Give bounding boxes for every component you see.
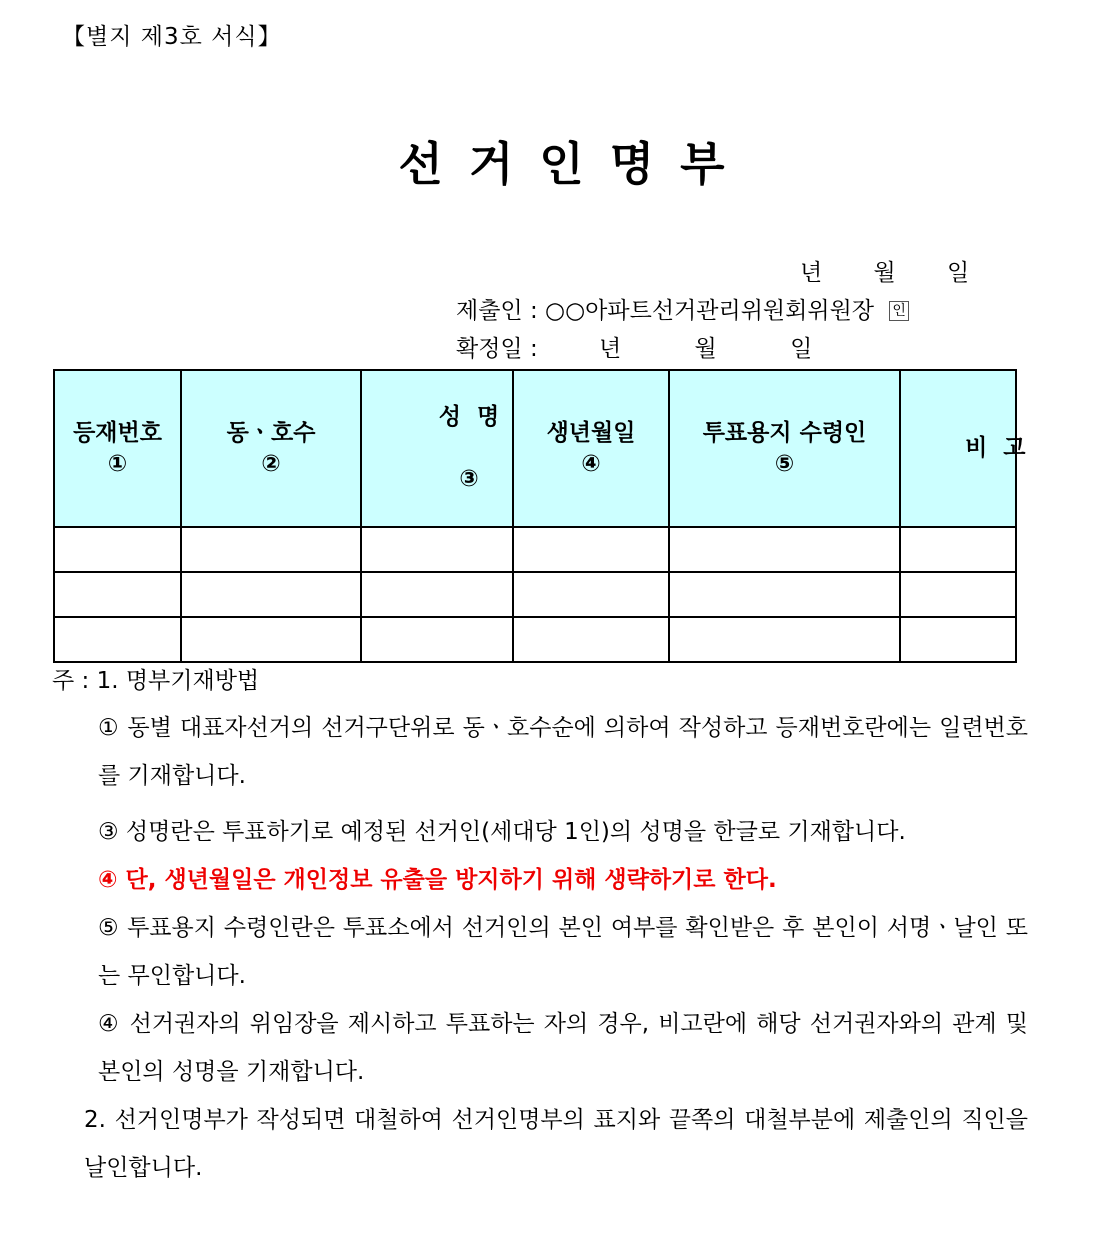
document-date: 년 월 일	[800, 260, 970, 286]
column-label: 생년월일	[546, 419, 636, 446]
table-cell[interactable]	[900, 617, 1016, 662]
table-cell[interactable]	[361, 527, 513, 572]
column-label: 등재번호	[73, 419, 162, 446]
table-row	[54, 572, 1016, 617]
submitter-value: ○○아파트선거관리위원회위원장	[545, 298, 875, 324]
column-header-registration-no	[54, 370, 181, 527]
column-number: ②	[261, 450, 281, 477]
table-cell[interactable]	[513, 572, 669, 617]
column-header-birthdate	[513, 370, 669, 527]
note-item-5: ⑤ 투표용지 수령인란은 투표소에서 선거인의 본인 여부를 확인받은 후 본인이 서명ㆍ날인 또는 무인합니다.	[98, 915, 1028, 989]
table-row	[54, 617, 1016, 662]
table-cell[interactable]	[900, 527, 1016, 572]
page-title: 선거인명부	[398, 137, 751, 191]
form-label: 【별지 제3호 서식】	[62, 24, 282, 50]
column-label: 성 명	[438, 404, 500, 430]
table-cell[interactable]	[181, 572, 361, 617]
table-cell[interactable]	[900, 572, 1016, 617]
table-cell[interactable]	[669, 617, 900, 662]
table-cell[interactable]	[361, 617, 513, 662]
column-label: 투표용지 수령인	[702, 419, 867, 446]
note-item-4-warning: ④ 단, 생년월일은 개인정보 유출을 방지하기 위해 생략하기로 한다.	[98, 867, 777, 893]
column-number: ④	[581, 450, 601, 477]
seal-mark: 인	[889, 301, 909, 321]
confirm-line	[456, 330, 812, 363]
table-cell[interactable]	[513, 527, 669, 572]
table-cell[interactable]	[361, 572, 513, 617]
column-number: ③	[459, 466, 479, 492]
table-row	[54, 527, 1016, 572]
register-table	[53, 369, 1026, 663]
confirm-date: 년 월 일	[599, 336, 813, 362]
column-header-unit	[181, 370, 361, 527]
notes-title: 주 : 1. 명부기재방법	[52, 668, 260, 694]
column-header-name	[361, 370, 513, 527]
column-label: 비 고	[965, 435, 1026, 461]
table-cell[interactable]	[513, 617, 669, 662]
table-cell[interactable]	[54, 572, 181, 617]
table-cell[interactable]	[181, 617, 361, 662]
table-cell[interactable]	[669, 527, 900, 572]
submitter-label: 제출인 :	[456, 298, 546, 324]
table-cell[interactable]	[181, 527, 361, 572]
column-number: ⑤	[774, 450, 795, 477]
note-item-2: 2. 선거인명부가 작성되면 대철하여 선거인명부의 표지와 끝쪽의 대철부분에 제출인의 직인을 날인합니다.	[84, 1107, 1028, 1181]
note-item-4b: ④ 선거권자의 위임장을 제시하고 투표하는 자의 경우, 비고란에 해당 선거권자와의 관계 및 본인의 성명을 기재합니다.	[98, 1011, 1028, 1085]
column-header-remarks	[900, 370, 1026, 527]
table-cell[interactable]	[54, 617, 181, 662]
confirm-label: 확정일 :	[456, 336, 538, 362]
table-cell[interactable]	[669, 572, 900, 617]
note-item-3: ③ 성명란은 투표하기로 예정된 선거인(세대당 1인)의 성명을 한글로 기재합니다.	[98, 819, 906, 845]
column-number: ①	[107, 450, 128, 477]
table-header-row	[54, 370, 1016, 527]
submitter-line	[456, 292, 909, 325]
column-label: 동ㆍ호수	[226, 419, 316, 446]
column-header-ballot-recipient	[669, 370, 900, 527]
note-item-1: ① 동별 대표자선거의 선거구단위로 동ㆍ호수순에 의하여 작성하고 등재번호란에는 일련번호를 기재합니다.	[98, 715, 1028, 789]
table-cell[interactable]	[54, 527, 181, 572]
